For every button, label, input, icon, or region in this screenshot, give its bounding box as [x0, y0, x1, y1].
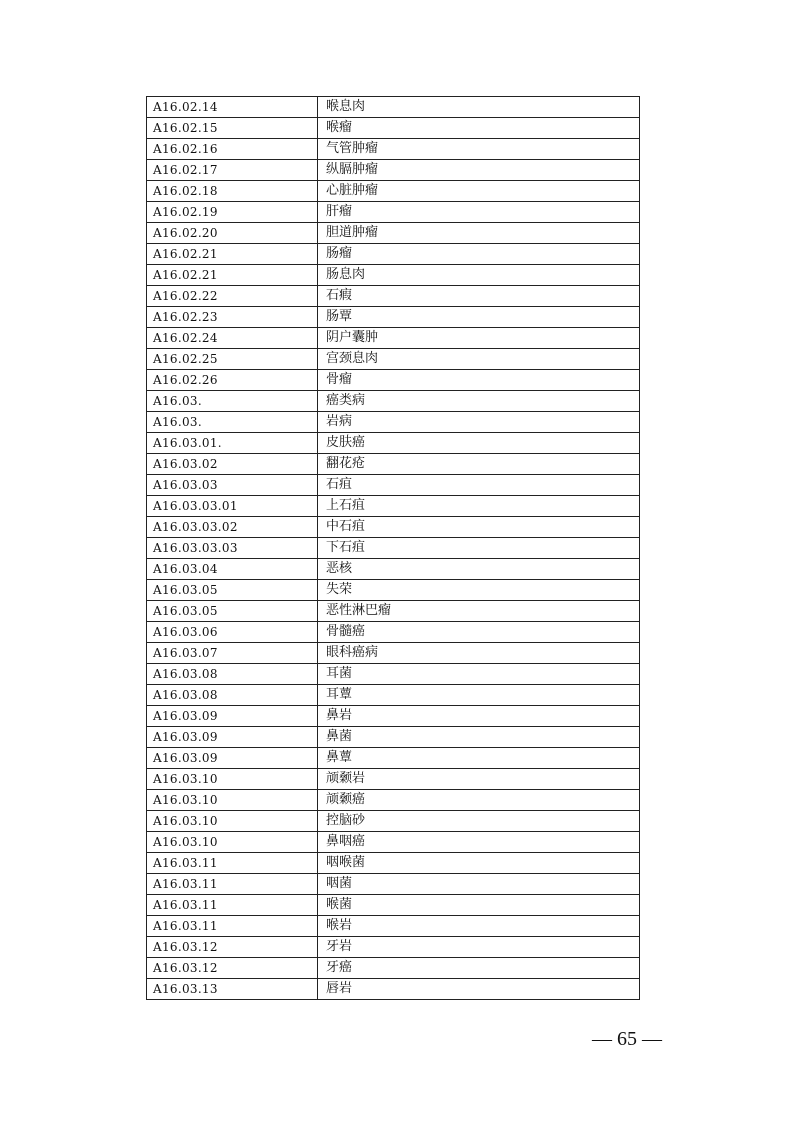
disease-name-cell: 喉瘤: [318, 118, 640, 139]
table-row: [147, 622, 640, 643]
disease-code-cell: A16.02.21: [147, 265, 318, 286]
disease-name-cell: 上石疽: [318, 496, 640, 517]
disease-code-cell: A16.02.26: [147, 370, 318, 391]
disease-code-cell: A16.03.11: [147, 874, 318, 895]
table-row: [147, 433, 640, 454]
disease-code-cell: A16.02.23: [147, 307, 318, 328]
table-row: [147, 685, 640, 706]
table-row: [147, 790, 640, 811]
disease-code-cell: A16.03.: [147, 391, 318, 412]
disease-name-cell: 纵膈肿瘤: [318, 160, 640, 181]
table-row: [147, 874, 640, 895]
disease-code-cell: A16.02.25: [147, 349, 318, 370]
table-row: [147, 391, 640, 412]
disease-code-cell: A16.02.24: [147, 328, 318, 349]
disease-code-cell: A16.03.12: [147, 958, 318, 979]
disease-name-cell: 下石疽: [318, 538, 640, 559]
disease-name-cell: 恶核: [318, 559, 640, 580]
disease-name-cell: 肝瘤: [318, 202, 640, 223]
disease-name-cell: 癌类病: [318, 391, 640, 412]
table-row: [147, 496, 640, 517]
disease-code-cell: A16.03.13: [147, 979, 318, 1000]
page-number: — 65 —: [592, 1028, 662, 1050]
table-row: [147, 643, 640, 664]
table-row: [147, 349, 640, 370]
disease-code-cell: A16.02.18: [147, 181, 318, 202]
disease-code-cell: A16.03.01.: [147, 433, 318, 454]
table-row: [147, 538, 640, 559]
disease-code-cell: A16.03.10: [147, 769, 318, 790]
table-row: [147, 223, 640, 244]
disease-name-cell: 鼻咽癌: [318, 832, 640, 853]
table-row: [147, 517, 640, 538]
disease-name-cell: 胆道肿瘤: [318, 223, 640, 244]
table-row: [147, 307, 640, 328]
disease-name-cell: 岩病: [318, 412, 640, 433]
disease-code-cell: A16.03.02: [147, 454, 318, 475]
disease-code-cell: A16.02.19: [147, 202, 318, 223]
disease-name-cell: 喉菌: [318, 895, 640, 916]
table-row: [147, 580, 640, 601]
disease-name-cell: 翻花疮: [318, 454, 640, 475]
disease-code-cell: A16.02.21: [147, 244, 318, 265]
disease-code-cell: A16.03.07: [147, 643, 318, 664]
disease-name-cell: 牙岩: [318, 937, 640, 958]
disease-name-cell: 耳蕈: [318, 685, 640, 706]
disease-code-cell: A16.03.09: [147, 727, 318, 748]
disease-code-cell: A16.03.03: [147, 475, 318, 496]
disease-name-cell: 鼻蕈: [318, 748, 640, 769]
disease-name-cell: 咽菌: [318, 874, 640, 895]
table-row: [147, 286, 640, 307]
table-row: [147, 769, 640, 790]
table-row: [147, 475, 640, 496]
disease-code-cell: A16.03.06: [147, 622, 318, 643]
disease-name-cell: 肠瘤: [318, 244, 640, 265]
disease-name-cell: 中石疽: [318, 517, 640, 538]
table-row: [147, 559, 640, 580]
disease-code-cell: A16.03.03.03: [147, 538, 318, 559]
table-row: [147, 979, 640, 1000]
table-body: [147, 97, 640, 1000]
table-row: [147, 958, 640, 979]
disease-name-cell: 失荣: [318, 580, 640, 601]
disease-name-cell: 骨髓癌: [318, 622, 640, 643]
table-row: [147, 601, 640, 622]
disease-name-cell: 喉岩: [318, 916, 640, 937]
disease-name-cell: 牙癌: [318, 958, 640, 979]
disease-code-cell: A16.03.03.01: [147, 496, 318, 517]
disease-name-cell: 宫颈息肉: [318, 349, 640, 370]
table-row: [147, 706, 640, 727]
disease-name-cell: 皮肤癌: [318, 433, 640, 454]
table-row: [147, 328, 640, 349]
disease-name-cell: 鼻菌: [318, 727, 640, 748]
disease-code-cell: A16.03.: [147, 412, 318, 433]
disease-name-cell: 气管肿瘤: [318, 139, 640, 160]
table-row: [147, 811, 640, 832]
disease-code-cell: A16.02.17: [147, 160, 318, 181]
disease-name-cell: 心脏肿瘤: [318, 181, 640, 202]
disease-name-cell: 阴户囊肿: [318, 328, 640, 349]
disease-code-cell: A16.02.20: [147, 223, 318, 244]
table-row: [147, 118, 640, 139]
table-row: [147, 370, 640, 391]
table-row: [147, 412, 640, 433]
disease-code-cell: A16.03.12: [147, 937, 318, 958]
disease-name-cell: 喉息肉: [318, 97, 640, 118]
table-row: [147, 160, 640, 181]
disease-code-cell: A16.02.15: [147, 118, 318, 139]
table-row: [147, 454, 640, 475]
table-row: [147, 265, 640, 286]
table-row: [147, 664, 640, 685]
disease-name-cell: 恶性淋巴瘤: [318, 601, 640, 622]
table-row: [147, 727, 640, 748]
disease-code-cell: A16.03.10: [147, 832, 318, 853]
disease-code-cell: A16.03.08: [147, 685, 318, 706]
disease-code-cell: A16.02.14: [147, 97, 318, 118]
table-row: [147, 181, 640, 202]
disease-name-cell: 颃颡岩: [318, 769, 640, 790]
disease-name-cell: 鼻岩: [318, 706, 640, 727]
disease-code-cell: A16.03.10: [147, 790, 318, 811]
disease-code-cell: A16.03.05: [147, 580, 318, 601]
disease-code-cell: A16.03.11: [147, 916, 318, 937]
disease-code-cell: A16.02.16: [147, 139, 318, 160]
table-row: [147, 937, 640, 958]
disease-name-cell: 眼科癌病: [318, 643, 640, 664]
disease-name-cell: 石疽: [318, 475, 640, 496]
disease-name-cell: 颃颡癌: [318, 790, 640, 811]
table-row: [147, 97, 640, 118]
table-row: [147, 748, 640, 769]
disease-code-cell: A16.02.22: [147, 286, 318, 307]
disease-name-cell: 肠覃: [318, 307, 640, 328]
disease-name-cell: 骨瘤: [318, 370, 640, 391]
disease-code-cell: A16.03.03.02: [147, 517, 318, 538]
table-row: [147, 202, 640, 223]
disease-name-cell: 肠息肉: [318, 265, 640, 286]
disease-name-cell: 石瘕: [318, 286, 640, 307]
disease-code-cell: A16.03.10: [147, 811, 318, 832]
disease-code-cell: A16.03.11: [147, 895, 318, 916]
table-row: [147, 895, 640, 916]
table-row: [147, 244, 640, 265]
disease-code-cell: A16.03.08: [147, 664, 318, 685]
disease-code-cell: A16.03.11: [147, 853, 318, 874]
disease-name-cell: 咽喉菌: [318, 853, 640, 874]
disease-code-cell: A16.03.05: [147, 601, 318, 622]
table-row: [147, 139, 640, 160]
disease-name-cell: 控脑砂: [318, 811, 640, 832]
table-row: [147, 853, 640, 874]
disease-name-cell: 唇岩: [318, 979, 640, 1000]
disease-code-cell: A16.03.04: [147, 559, 318, 580]
disease-code-cell: A16.03.09: [147, 748, 318, 769]
table-row: [147, 916, 640, 937]
disease-code-table: [146, 96, 640, 1000]
table-row: [147, 832, 640, 853]
disease-name-cell: 耳菌: [318, 664, 640, 685]
disease-code-cell: A16.03.09: [147, 706, 318, 727]
